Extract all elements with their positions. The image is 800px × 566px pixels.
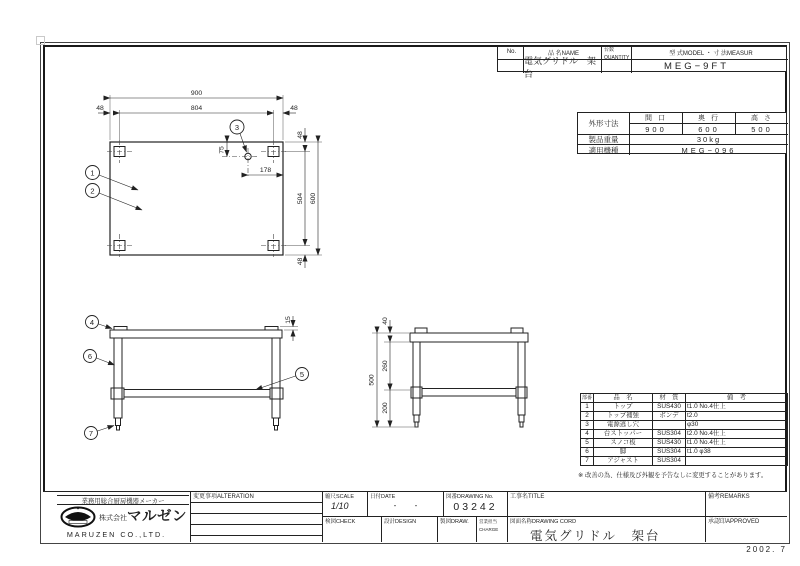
plan-dim-48-left: 48: [96, 105, 104, 112]
name-label: 品 名NAME: [523, 47, 601, 60]
part-name: 台ストッパー: [594, 430, 653, 439]
title-label: 工事名TITLE: [510, 494, 545, 500]
part-remark: t1.0 No.4仕上: [686, 403, 788, 412]
name-value: 電気グリドル 架台: [523, 60, 601, 73]
company-name: マルゼン: [127, 509, 187, 525]
parts-header: 備 考: [686, 394, 788, 403]
side-view: [369, 317, 529, 427]
spec-width-label: 間 口: [629, 113, 682, 124]
model-value: MEG−9FT: [631, 60, 761, 73]
check-label: 検図CHECK: [325, 519, 356, 525]
plan-dim-504: 504: [297, 192, 304, 205]
plan-dim-804: 804: [190, 105, 203, 112]
company-tagline: 業務用総合厨房機器メーカー: [57, 495, 189, 505]
parts-header: 品 名: [594, 394, 653, 403]
part-name: アジャスト: [594, 457, 653, 466]
side-dim-500: 500: [368, 374, 376, 386]
alteration-label: 変更事項ALTERATION: [193, 494, 254, 500]
plan-dim-48-bottom: 48: [297, 257, 304, 266]
date-label: 日付DATE: [370, 494, 396, 500]
part-no: 4: [581, 430, 594, 439]
part-name: スノコ板: [594, 439, 653, 448]
drawing-no-label: 図番DRAWING No.: [446, 494, 494, 500]
side-dim-260: 260: [382, 360, 389, 372]
parts-header: 部番: [582, 395, 593, 401]
spec-width-value: 900: [629, 124, 682, 134]
plan-dim-75: 75: [218, 146, 226, 154]
parts-header: 材 質: [653, 394, 686, 403]
side-dim-200: 200: [382, 402, 389, 414]
remarks-label: 備考REMARKS: [708, 494, 750, 500]
company-en: MARUZEN CO.,LTD.: [66, 530, 167, 539]
part-name: 脚: [594, 448, 653, 457]
part-remark: t1.0 φ38: [686, 448, 788, 457]
plan-dim-600: 600: [310, 192, 317, 205]
part-material: SUS304: [653, 448, 686, 457]
plan-dim-900: 900: [190, 90, 203, 97]
balloon-1: 1: [90, 168, 95, 178]
balloon-2: 2: [90, 186, 95, 196]
balloon-7: 7: [88, 429, 94, 438]
front-dim-15: 15: [285, 316, 292, 324]
part-no: 3: [581, 421, 594, 430]
no-label: No.: [498, 47, 523, 60]
plan-dim-178: 178: [259, 167, 272, 174]
spec-depth-value: 600: [682, 124, 735, 134]
part-name: 電源逃し穴: [594, 421, 653, 430]
part-remark: t2.0: [686, 412, 788, 421]
plan-dim-48-top: 48: [297, 131, 304, 139]
company-prefix: 株式会社: [99, 515, 127, 522]
balloon-5: 5: [299, 370, 305, 379]
date-stamp: 2002. 7: [746, 545, 787, 554]
balloon-6: 6: [87, 352, 93, 361]
model-label: 型 式MODEL ・ 寸 法MEASUR: [631, 47, 788, 60]
approved-label: 承認印APPROVED: [708, 519, 760, 525]
part-no: 1: [581, 403, 594, 412]
part-remark: t1.0 No.4仕上: [686, 439, 788, 448]
scale-value: 1/10: [331, 501, 349, 511]
qty-label: 台数QUANTITY: [601, 47, 631, 60]
part-name: トップ: [594, 403, 653, 412]
spec-model-value: MEG−096: [629, 144, 788, 155]
spec-height-label: 高 さ: [735, 113, 788, 124]
scale-label: 縮尺SCALE: [325, 494, 355, 500]
spec-weight-label: 製品重量: [578, 134, 629, 144]
disclaimer-note: ※ 改善の為、仕様及び外観を予告なしに変更することがあります。: [578, 472, 768, 479]
date-value: ・ ・: [391, 503, 420, 510]
spec-model-label: 適用機種: [578, 144, 629, 155]
design-label: 設計DESIGN: [384, 519, 417, 525]
spec-dims-label: 外形寸法: [588, 119, 619, 128]
part-material: ボンデ: [653, 412, 686, 421]
side-dim-40: 40: [382, 317, 389, 325]
part-material: SUS430: [653, 439, 686, 448]
part-no: 6: [581, 448, 594, 457]
spec-height-value: 500: [735, 124, 788, 134]
drawing-name-value: 電気グリドル 架台: [530, 529, 661, 543]
drawing-no-value: 03242: [453, 501, 498, 513]
part-remark: φ30: [686, 421, 788, 430]
part-no: 7: [581, 457, 594, 466]
drawing-name-label: 図面名称DRAWING CORD: [510, 519, 577, 525]
spec-depth-label: 奥 行: [682, 113, 735, 124]
part-no: 2: [581, 412, 594, 421]
part-remark: t2.0 No.4仕上: [686, 430, 788, 439]
spec-weight-value: 30kg: [629, 134, 788, 144]
front-view: [84, 316, 309, 440]
part-material: SUS304: [653, 457, 686, 466]
charge-label: 営業担当CHARGE: [479, 519, 499, 532]
part-no: 5: [581, 439, 594, 448]
draw-label: 製図DRAW.: [440, 519, 469, 525]
plan-view: [86, 90, 323, 268]
balloon-4: 4: [89, 318, 95, 327]
part-material: SUS430: [653, 403, 686, 412]
balloon-3: 3: [234, 123, 240, 132]
part-name: トップ補強: [594, 412, 653, 421]
part-material: SUS304: [653, 430, 686, 439]
plan-dim-48-right: 48: [290, 105, 298, 112]
